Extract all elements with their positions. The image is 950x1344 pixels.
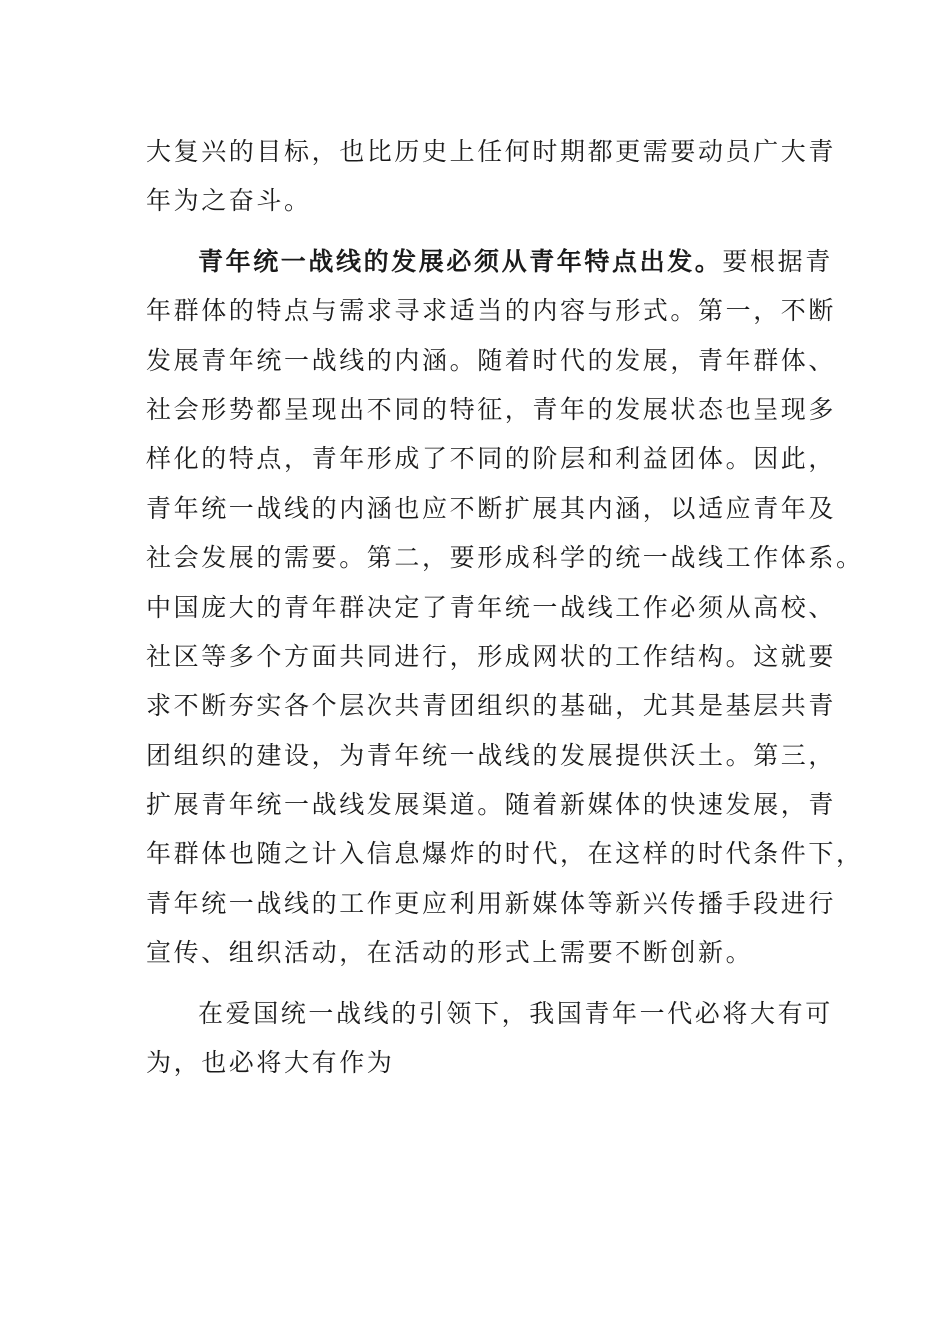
bold-lead-sentence: 青年统一战线的发展必须从青年特点出发。 xyxy=(198,246,723,276)
paragraph-line: 样化的特点，青年形成了不同的阶层和利益团体。因此， xyxy=(146,444,837,474)
paragraph-line: 年为之奋斗。 xyxy=(146,186,312,216)
paragraph-gap xyxy=(146,226,806,237)
paragraph-line: 中国庞大的青年群决定了青年统一战线工作必须从高校、 xyxy=(146,592,837,622)
paragraph-line: 求不断夯实各个层次共青团组织的基础，尤其是基层共青 xyxy=(146,691,837,721)
paragraph-line: 大复兴的目标，也比历史上任何时期都更需要动员广大青 xyxy=(146,137,837,166)
paragraph-line: 扩展青年统一战线发展渠道。随着新媒体的快速发展，青 xyxy=(146,790,837,820)
paragraph-line: 社会发展的需要。第二，要形成科学的统一战线工作体系。 xyxy=(146,543,864,573)
paragraph-line: 社区等多个方面共同进行，形成网状的工作结构。这就要 xyxy=(146,641,837,671)
paragraph-1 xyxy=(146,127,837,226)
paragraph-3 xyxy=(146,989,833,1088)
paragraph-line: 发展青年统一战线的内涵。随着时代的发展，青年群体、 xyxy=(146,345,837,375)
document-body xyxy=(146,127,864,1087)
paragraph-line: 在爱国统一战线的引领下，我国青年一代必将大有可 xyxy=(198,998,833,1028)
paragraph-line: 青年统一战线的工作更应利用新媒体等新兴传播手段进行 xyxy=(146,888,837,918)
paragraph-line: 团组织的建设，为青年统一战线的发展提供沃土。第三， xyxy=(146,740,837,770)
paragraph-line: 年群体也随之计入信息爆炸的时代，在这样的时代条件下， xyxy=(146,839,864,869)
paragraph-line: 宣传、组织活动，在活动的形式上需要不断创新。 xyxy=(146,938,754,968)
lead-rest-text: 要根据青 xyxy=(722,246,833,276)
paragraph-2 xyxy=(146,237,864,978)
paragraph-line: 青年统一战线的内涵也应不断扩展其内涵，以适应青年及 xyxy=(146,493,837,523)
paragraph-lead-line xyxy=(146,237,833,286)
paragraph-line: 为，也必将大有作为 xyxy=(146,1048,395,1078)
paragraph-line: 社会形势都呈现出不同的特征，青年的发展状态也呈现多 xyxy=(146,394,837,424)
paragraph-gap xyxy=(146,978,806,989)
paragraph-line: 年群体的特点与需求寻求适当的内容与形式。第一，不断 xyxy=(146,296,837,326)
